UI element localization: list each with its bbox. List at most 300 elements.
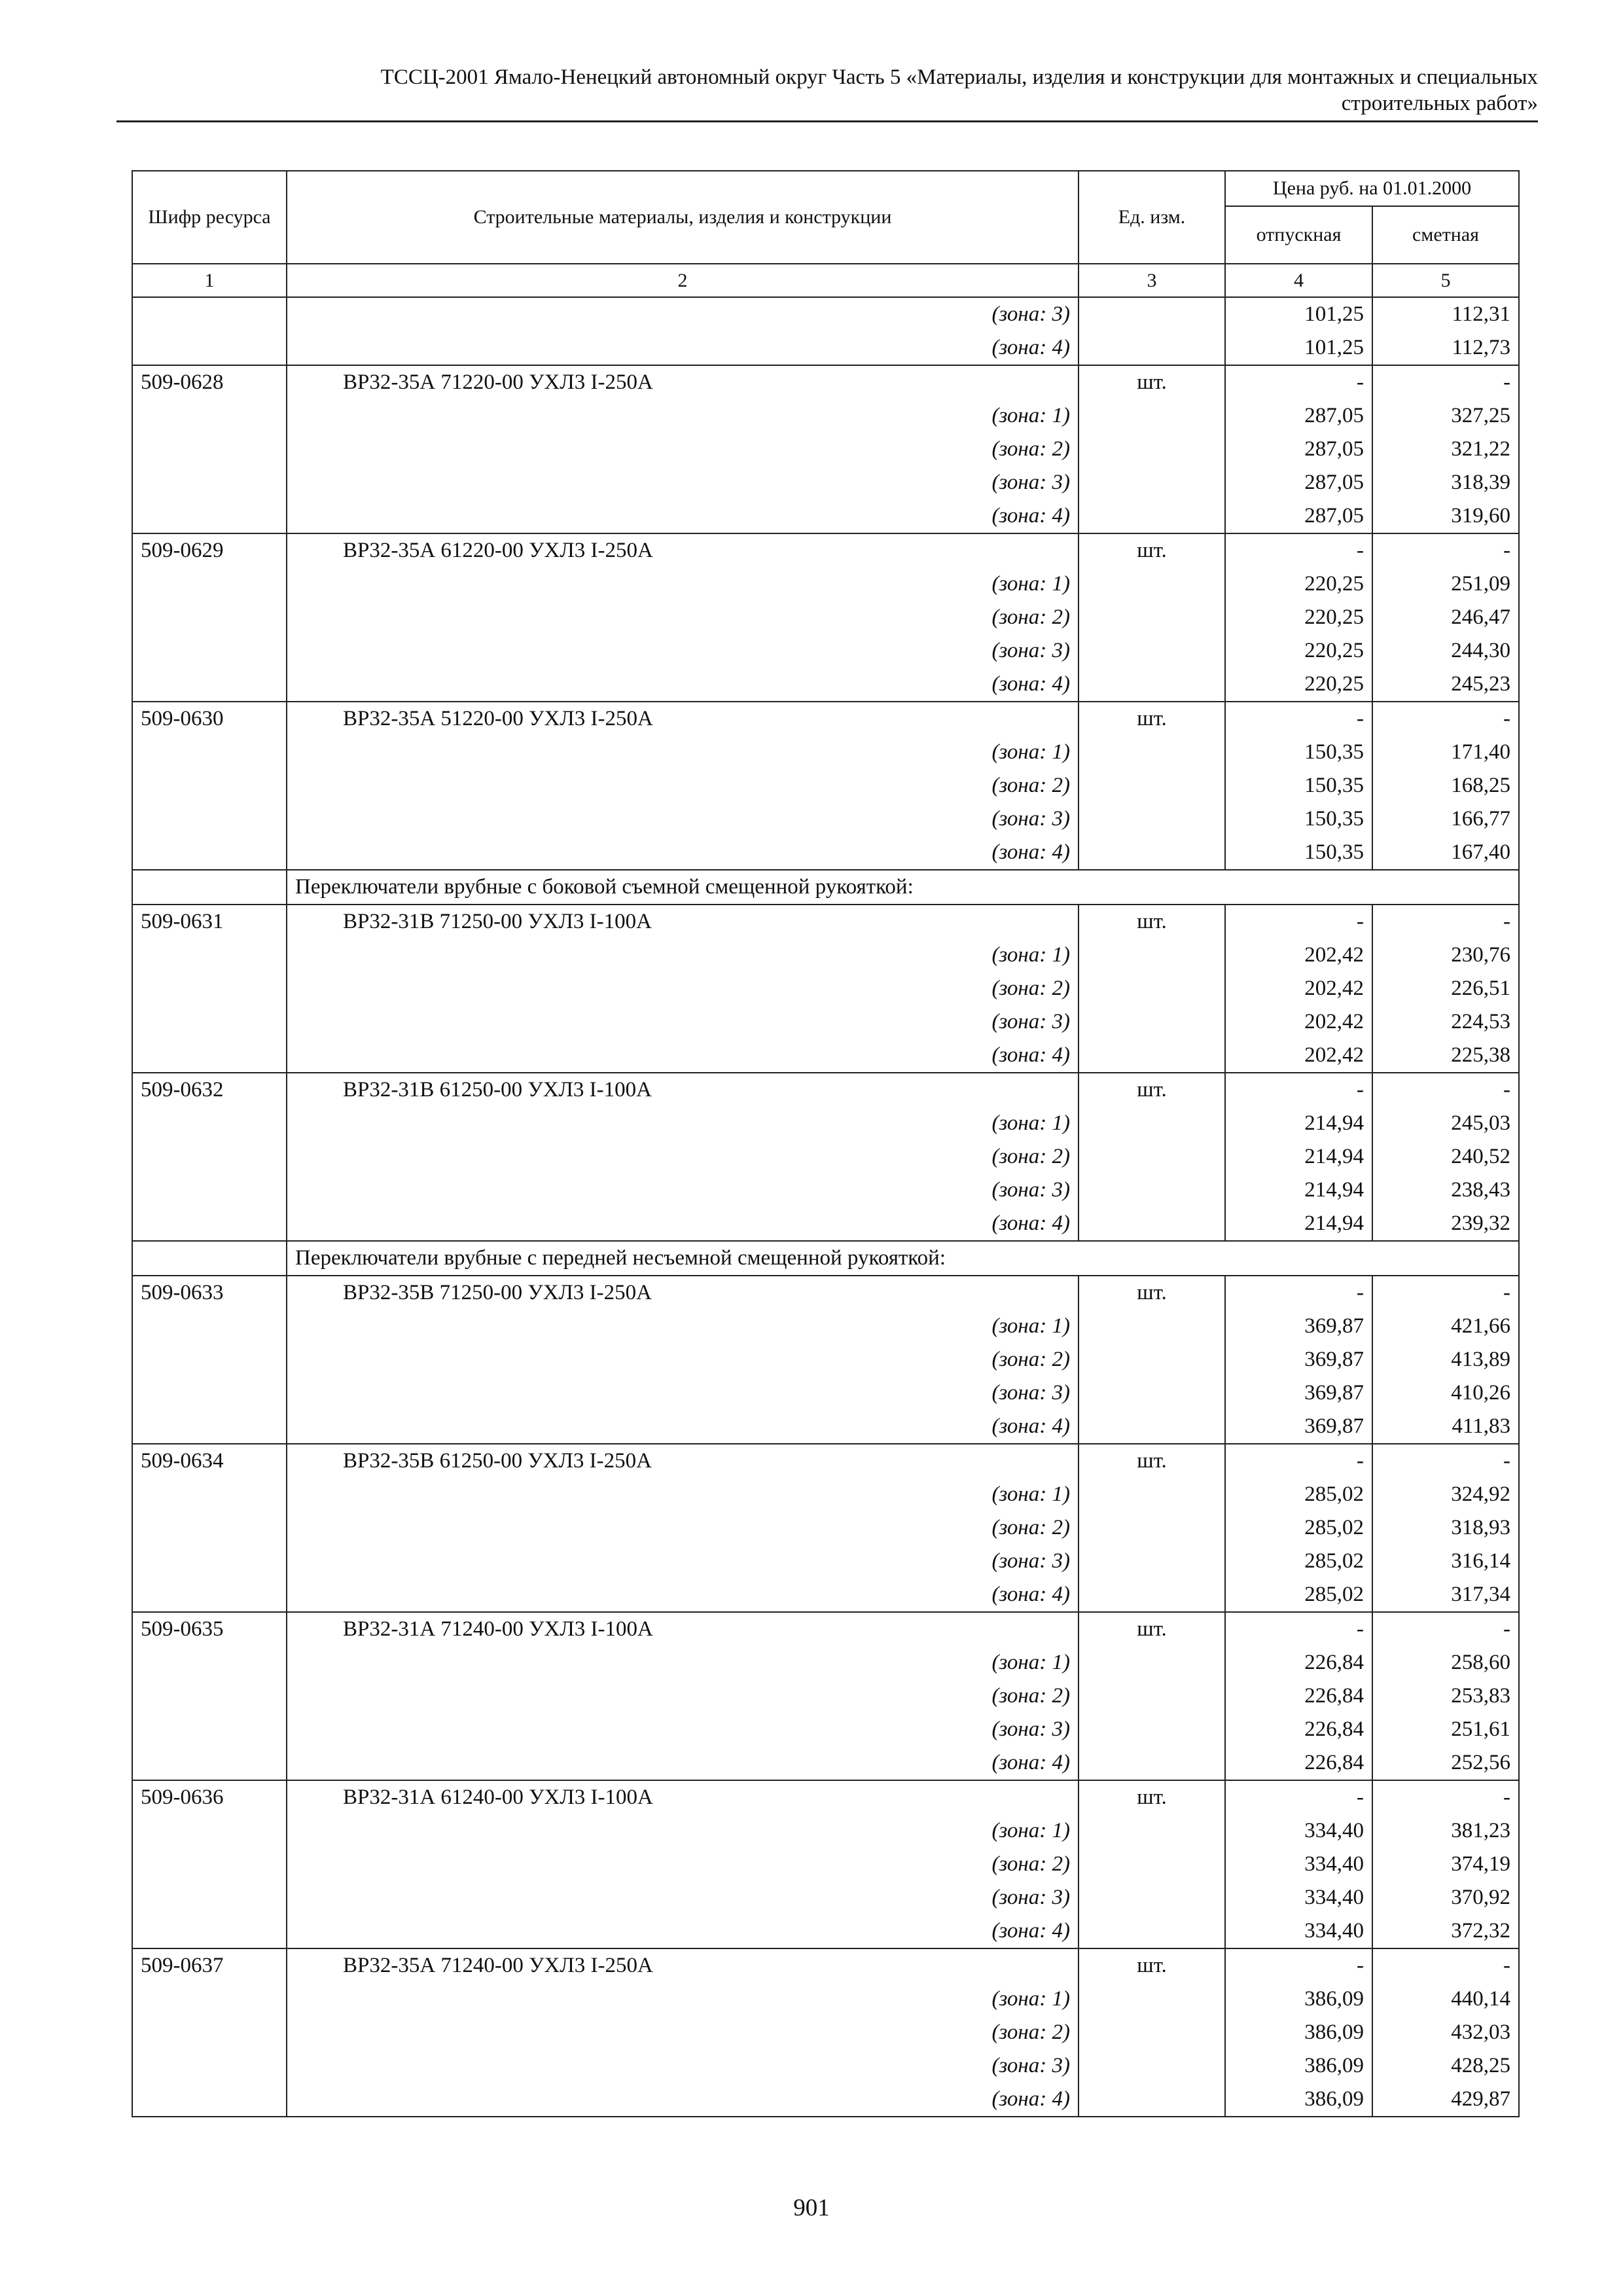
resource-code [132, 2083, 287, 2117]
zone-label: (зона: 1) [287, 736, 1079, 769]
resource-code [132, 331, 287, 365]
resource-code [132, 1848, 287, 1881]
estimate-price: 251,09 [1372, 567, 1519, 601]
release-price: 287,05 [1225, 399, 1372, 433]
zone-label: (зона: 1) [287, 1982, 1079, 2016]
resource-code [132, 668, 287, 702]
item-row [132, 702, 1519, 736]
release-price: 285,02 [1225, 1578, 1372, 1612]
price-table [132, 170, 1520, 2117]
zone-row [132, 1140, 1519, 1174]
release-price: - [1225, 533, 1372, 567]
zone-label: (зона: 3) [287, 2049, 1079, 2083]
release-price: 214,94 [1225, 1174, 1372, 1207]
unit-cell [1079, 1646, 1225, 1679]
release-price: - [1225, 1444, 1372, 1478]
zone-label: (зона: 4) [287, 1039, 1079, 1073]
release-price: - [1225, 1612, 1372, 1646]
unit-cell [1079, 1545, 1225, 1578]
zone-label: (зона: 4) [287, 836, 1079, 870]
zone-label: (зона: 1) [287, 1646, 1079, 1679]
zone-row [132, 1914, 1519, 1948]
resource-code [132, 1646, 287, 1679]
unit-cell: шт. [1079, 1612, 1225, 1646]
estimate-price: 324,92 [1372, 1478, 1519, 1511]
resource-code: 509-0633 [132, 1276, 287, 1310]
resource-code [132, 736, 287, 769]
item-row [132, 1276, 1519, 1310]
unit-cell [1079, 668, 1225, 702]
material-name: ВР32-31В 71250-00 УХЛ3 I-100А [287, 905, 1079, 939]
resource-code [132, 1410, 287, 1444]
release-price: 386,09 [1225, 2016, 1372, 2049]
estimate-price: 112,73 [1372, 331, 1519, 365]
estimate-price: - [1372, 365, 1519, 399]
resource-code [132, 769, 287, 802]
zone-row [132, 1881, 1519, 1914]
zone-row [132, 1410, 1519, 1444]
estimate-price: - [1372, 905, 1519, 939]
release-price: 287,05 [1225, 466, 1372, 499]
resource-code [132, 1207, 287, 1241]
resource-code [132, 1713, 287, 1746]
resource-code [132, 433, 287, 466]
table-body [132, 297, 1519, 2117]
estimate-price: 258,60 [1372, 1646, 1519, 1679]
estimate-price: 239,32 [1372, 1207, 1519, 1241]
item-row [132, 1612, 1519, 1646]
estimate-price: 238,43 [1372, 1174, 1519, 1207]
zone-row [132, 634, 1519, 668]
estimate-price: - [1372, 1780, 1519, 1814]
zone-label: (зона: 2) [287, 1679, 1079, 1713]
unit-cell [1079, 1207, 1225, 1241]
col-number: 2 [287, 264, 1079, 297]
release-price: 334,40 [1225, 1914, 1372, 1948]
zone-label: (зона: 4) [287, 668, 1079, 702]
estimate-price: 245,03 [1372, 1107, 1519, 1140]
unit-cell [1079, 1343, 1225, 1376]
release-price: 285,02 [1225, 1511, 1372, 1545]
zone-row [132, 601, 1519, 634]
resource-code [132, 499, 287, 533]
item-row [132, 1444, 1519, 1478]
unit-cell [1079, 1005, 1225, 1039]
zone-row [132, 331, 1519, 365]
release-price: 369,87 [1225, 1410, 1372, 1444]
estimate-price: 372,32 [1372, 1914, 1519, 1948]
estimate-price: 374,19 [1372, 1848, 1519, 1881]
unit-cell: шт. [1079, 365, 1225, 399]
zone-row [132, 1578, 1519, 1612]
zone-row [132, 1478, 1519, 1511]
zone-label: (зона: 1) [287, 1478, 1079, 1511]
zone-row [132, 1814, 1519, 1848]
page-number: 901 [793, 2195, 830, 2221]
unit-cell: шт. [1079, 905, 1225, 939]
unit-cell: шт. [1079, 533, 1225, 567]
zone-row [132, 1646, 1519, 1679]
zone-label: (зона: 3) [287, 1713, 1079, 1746]
release-price: 202,42 [1225, 939, 1372, 972]
col-number: 3 [1079, 264, 1225, 297]
zone-row [132, 1174, 1519, 1207]
unit-cell [1079, 802, 1225, 836]
unit-cell [1079, 466, 1225, 499]
col-header-estimate: сметная [1372, 206, 1519, 264]
material-name: ВР32-31В 61250-00 УХЛ3 I-100А [287, 1073, 1079, 1107]
release-price: 226,84 [1225, 1679, 1372, 1713]
zone-row [132, 802, 1519, 836]
unit-cell [1079, 1679, 1225, 1713]
item-row [132, 1780, 1519, 1814]
resource-code [132, 1174, 287, 1207]
col-number: 4 [1225, 264, 1372, 297]
col-header-release: отпускная [1225, 206, 1372, 264]
item-row [132, 1073, 1519, 1107]
resource-code [132, 2049, 287, 2083]
unit-cell [1079, 1376, 1225, 1410]
estimate-price: 168,25 [1372, 769, 1519, 802]
group-heading: Переключатели врубные с боковой съемной смещенной рукояткой: [287, 870, 1519, 905]
header-divider [116, 120, 1538, 122]
estimate-price: - [1372, 1612, 1519, 1646]
zone-label: (зона: 2) [287, 769, 1079, 802]
estimate-price: 432,03 [1372, 2016, 1519, 2049]
release-price: 226,84 [1225, 1713, 1372, 1746]
release-price: 334,40 [1225, 1881, 1372, 1914]
estimate-price: 240,52 [1372, 1140, 1519, 1174]
zone-label: (зона: 4) [287, 1410, 1079, 1444]
zone-label: (зона: 2) [287, 601, 1079, 634]
group-heading: Переключатели врубные с передней несъемной смещенной рукояткой: [287, 1241, 1519, 1276]
estimate-price: 413,89 [1372, 1343, 1519, 1376]
estimate-price: - [1372, 1444, 1519, 1478]
zone-row [132, 1376, 1519, 1410]
estimate-price: 327,25 [1372, 399, 1519, 433]
release-price: - [1225, 905, 1372, 939]
estimate-price: 251,61 [1372, 1713, 1519, 1746]
material-name: ВР32-35А 71240-00 УХЛ3 I-250А [287, 1948, 1079, 1982]
unit-cell: шт. [1079, 1780, 1225, 1814]
resource-code [132, 1545, 287, 1578]
resource-code [132, 1511, 287, 1545]
unit-cell [1079, 1814, 1225, 1848]
item-row [132, 905, 1519, 939]
unit-cell [1079, 1848, 1225, 1881]
release-price: 101,25 [1225, 331, 1372, 365]
zone-row [132, 769, 1519, 802]
unit-cell [1079, 1982, 1225, 2016]
zone-label: (зона: 2) [287, 1140, 1079, 1174]
material-name: ВР32-35А 71220-00 УХЛ3 I-250А [287, 365, 1079, 399]
zone-label: (зона: 2) [287, 1343, 1079, 1376]
release-price: 334,40 [1225, 1814, 1372, 1848]
release-price: - [1225, 702, 1372, 736]
zone-row [132, 1982, 1519, 2016]
zone-label: (зона: 4) [287, 331, 1079, 365]
zone-label: (зона: 1) [287, 1814, 1079, 1848]
resource-code [132, 2016, 287, 2049]
resource-code: 509-0631 [132, 905, 287, 939]
release-price: 285,02 [1225, 1545, 1372, 1578]
resource-code [132, 1343, 287, 1376]
zone-row [132, 972, 1519, 1005]
zone-label: (зона: 3) [287, 634, 1079, 668]
col-number: 5 [1372, 264, 1519, 297]
estimate-price: 246,47 [1372, 601, 1519, 634]
release-price: 150,35 [1225, 736, 1372, 769]
zone-label: (зона: 3) [287, 1881, 1079, 1914]
page-header [111, 64, 1538, 117]
zone-label: (зона: 3) [287, 1545, 1079, 1578]
material-name: ВР32-31А 71240-00 УХЛ3 I-100А [287, 1612, 1079, 1646]
release-price: 150,35 [1225, 836, 1372, 870]
unit-cell [1079, 2016, 1225, 2049]
zone-label: (зона: 1) [287, 567, 1079, 601]
resource-code [132, 939, 287, 972]
estimate-price: 226,51 [1372, 972, 1519, 1005]
estimate-price: 440,14 [1372, 1982, 1519, 2016]
col-header-price: Цена руб. на 01.01.2000 [1225, 171, 1519, 206]
unit-cell: шт. [1079, 702, 1225, 736]
estimate-price: 428,25 [1372, 2049, 1519, 2083]
resource-code [132, 1578, 287, 1612]
resource-code [132, 399, 287, 433]
zone-label: (зона: 4) [287, 499, 1079, 533]
zone-label: (зона: 3) [287, 297, 1079, 331]
unit-cell [1079, 1478, 1225, 1511]
release-price: 369,87 [1225, 1310, 1372, 1343]
unit-cell [1079, 1039, 1225, 1073]
unit-cell [1079, 2049, 1225, 2083]
release-price: 386,09 [1225, 2049, 1372, 2083]
zone-row [132, 1545, 1519, 1578]
zone-label: (зона: 1) [287, 399, 1079, 433]
release-price: - [1225, 1780, 1372, 1814]
release-price: 334,40 [1225, 1848, 1372, 1881]
resource-code: 509-0637 [132, 1948, 287, 1982]
col-number: 1 [132, 264, 287, 297]
zone-row [132, 2016, 1519, 2049]
estimate-price: - [1372, 702, 1519, 736]
resource-code [132, 1814, 287, 1848]
unit-cell [1079, 634, 1225, 668]
unit-cell [1079, 736, 1225, 769]
item-row [132, 365, 1519, 399]
material-name: ВР32-35А 51220-00 УХЛ3 I-250А [287, 702, 1079, 736]
release-price: 386,09 [1225, 2083, 1372, 2117]
group-row [132, 1241, 1519, 1276]
release-price: 287,05 [1225, 433, 1372, 466]
resource-code [132, 1376, 287, 1410]
zone-row [132, 836, 1519, 870]
unit-cell [1079, 433, 1225, 466]
zone-row [132, 1107, 1519, 1140]
item-row [132, 1948, 1519, 1982]
release-price: 202,42 [1225, 1039, 1372, 1073]
estimate-price: 421,66 [1372, 1310, 1519, 1343]
unit-cell [1079, 836, 1225, 870]
item-row [132, 533, 1519, 567]
resource-code: 509-0635 [132, 1612, 287, 1646]
zone-row [132, 1848, 1519, 1881]
unit-cell [1079, 1746, 1225, 1780]
estimate-price: 316,14 [1372, 1545, 1519, 1578]
release-price: 214,94 [1225, 1140, 1372, 1174]
zone-label: (зона: 3) [287, 1005, 1079, 1039]
unit-cell: шт. [1079, 1276, 1225, 1310]
unit-cell [1079, 1511, 1225, 1545]
material-name: ВР32-31А 61240-00 УХЛ3 I-100А [287, 1780, 1079, 1814]
group-code-cell [132, 870, 287, 905]
unit-cell [1079, 567, 1225, 601]
estimate-price: 319,60 [1372, 499, 1519, 533]
estimate-price: 244,30 [1372, 634, 1519, 668]
resource-code [132, 1310, 287, 1343]
resource-code: 509-0630 [132, 702, 287, 736]
unit-cell [1079, 769, 1225, 802]
estimate-price: 167,40 [1372, 836, 1519, 870]
header-line-1: ТССЦ-2001 Ямало-Ненецкий автономный округ Часть 5 «Материалы, изделия и конструкции для монтажных и специальных [380, 65, 1538, 89]
group-code-cell [132, 1241, 287, 1276]
zone-row [132, 1005, 1519, 1039]
unit-cell [1079, 1174, 1225, 1207]
col-header-unit: Ед. изм. [1079, 171, 1225, 264]
release-price: 226,84 [1225, 1646, 1372, 1679]
estimate-price: 381,23 [1372, 1814, 1519, 1848]
resource-code [132, 1478, 287, 1511]
release-price: 220,25 [1225, 634, 1372, 668]
estimate-price: 410,26 [1372, 1376, 1519, 1410]
unit-cell: шт. [1079, 1073, 1225, 1107]
group-row [132, 870, 1519, 905]
col-header-code: Шифр ресурса [132, 171, 287, 264]
unit-cell [1079, 331, 1225, 365]
estimate-price: 171,40 [1372, 736, 1519, 769]
resource-code [132, 634, 287, 668]
release-price: - [1225, 365, 1372, 399]
estimate-price: - [1372, 1948, 1519, 1982]
resource-code [132, 1982, 287, 2016]
unit-cell [1079, 1107, 1225, 1140]
header-line-2: строительных работ» [1341, 92, 1538, 115]
resource-code: 509-0628 [132, 365, 287, 399]
zone-label: (зона: 4) [287, 2083, 1079, 2117]
zone-label: (зона: 4) [287, 1207, 1079, 1241]
estimate-price: 317,34 [1372, 1578, 1519, 1612]
material-name: ВР32-35В 61250-00 УХЛ3 I-250А [287, 1444, 1079, 1478]
resource-code [132, 836, 287, 870]
zone-label: (зона: 4) [287, 1746, 1079, 1780]
zone-row [132, 1746, 1519, 1780]
zone-label: (зона: 1) [287, 1310, 1079, 1343]
estimate-price: 429,87 [1372, 2083, 1519, 2117]
zone-label: (зона: 2) [287, 972, 1079, 1005]
zone-label: (зона: 4) [287, 1914, 1079, 1948]
resource-code [132, 972, 287, 1005]
release-price: 226,84 [1225, 1746, 1372, 1780]
zone-row [132, 399, 1519, 433]
estimate-price: 321,22 [1372, 433, 1519, 466]
zone-row [132, 736, 1519, 769]
zone-row [132, 1207, 1519, 1241]
zone-row [132, 2083, 1519, 2117]
estimate-price: - [1372, 1276, 1519, 1310]
resource-code [132, 297, 287, 331]
release-price: 285,02 [1225, 1478, 1372, 1511]
resource-code: 509-0632 [132, 1073, 287, 1107]
resource-code [132, 1679, 287, 1713]
zone-label: (зона: 3) [287, 466, 1079, 499]
unit-cell [1079, 399, 1225, 433]
zone-label: (зона: 1) [287, 1107, 1079, 1140]
release-price: - [1225, 1948, 1372, 1982]
resource-code [132, 601, 287, 634]
release-price: 220,25 [1225, 567, 1372, 601]
release-price: 150,35 [1225, 769, 1372, 802]
estimate-price: 318,39 [1372, 466, 1519, 499]
estimate-price: 225,38 [1372, 1039, 1519, 1073]
zone-label: (зона: 2) [287, 1848, 1079, 1881]
zone-row [132, 1511, 1519, 1545]
zone-label: (зона: 3) [287, 802, 1079, 836]
release-price: 202,42 [1225, 1005, 1372, 1039]
unit-cell [1079, 1410, 1225, 1444]
unit-cell [1079, 939, 1225, 972]
resource-code [132, 567, 287, 601]
zone-row [132, 668, 1519, 702]
unit-cell [1079, 1578, 1225, 1612]
zone-row [132, 433, 1519, 466]
zone-label: (зона: 3) [287, 1376, 1079, 1410]
estimate-price: 253,83 [1372, 1679, 1519, 1713]
unit-cell [1079, 972, 1225, 1005]
resource-code [132, 1107, 287, 1140]
zone-label: (зона: 2) [287, 1511, 1079, 1545]
estimate-price: 411,83 [1372, 1410, 1519, 1444]
release-price: - [1225, 1276, 1372, 1310]
resource-code: 509-0636 [132, 1780, 287, 1814]
resource-code [132, 1140, 287, 1174]
unit-cell [1079, 601, 1225, 634]
unit-cell [1079, 499, 1225, 533]
resource-code [132, 1914, 287, 1948]
zone-label: (зона: 3) [287, 1174, 1079, 1207]
material-name: ВР32-35В 71250-00 УХЛ3 I-250А [287, 1276, 1079, 1310]
release-price: - [1225, 1073, 1372, 1107]
zone-label: (зона: 2) [287, 2016, 1079, 2049]
resource-code [132, 1005, 287, 1039]
release-price: 150,35 [1225, 802, 1372, 836]
resource-code [132, 1746, 287, 1780]
zone-row [132, 567, 1519, 601]
estimate-price: 245,23 [1372, 668, 1519, 702]
unit-cell [1079, 297, 1225, 331]
release-price: 220,25 [1225, 601, 1372, 634]
release-price: 202,42 [1225, 972, 1372, 1005]
resource-code: 509-0629 [132, 533, 287, 567]
release-price: 369,87 [1225, 1343, 1372, 1376]
estimate-price: 252,56 [1372, 1746, 1519, 1780]
unit-cell: шт. [1079, 1444, 1225, 1478]
zone-row [132, 1343, 1519, 1376]
zone-label: (зона: 2) [287, 433, 1079, 466]
estimate-price: 112,31 [1372, 297, 1519, 331]
release-price: 220,25 [1225, 668, 1372, 702]
zone-row [132, 499, 1519, 533]
zone-label: (зона: 1) [287, 939, 1079, 972]
